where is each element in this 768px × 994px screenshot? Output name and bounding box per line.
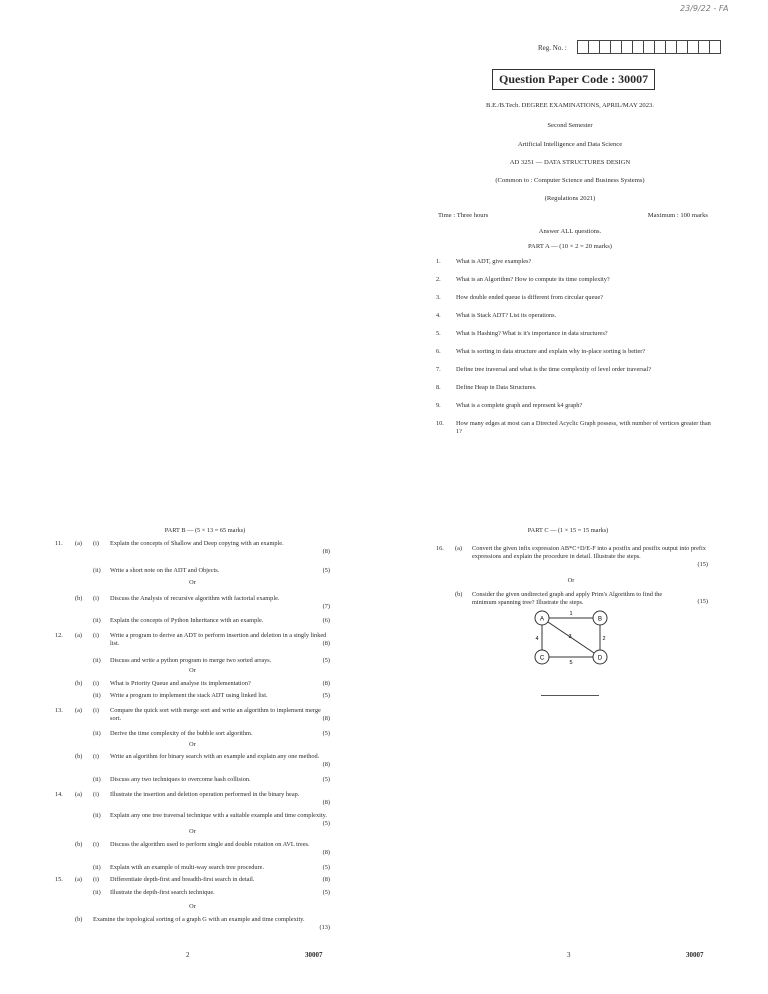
or-divider: Or	[189, 828, 196, 835]
exam-duration: Time : Three hours	[438, 212, 489, 219]
part-label-a: (a)	[455, 545, 462, 552]
question-text: Explain any one tree traversal technique with a suitable example and time complexity.	[110, 812, 327, 819]
question-marks: (5)	[322, 820, 330, 827]
part-label: (b)	[75, 680, 83, 687]
question-item: 7. Define tree traversal and what is the time complexity of level order traversal?	[436, 366, 652, 373]
question-item: 3. How double ended queue is different from circular queue?	[436, 294, 604, 301]
subpart-label: (i)	[93, 791, 99, 798]
subpart-label: (i)	[93, 876, 99, 883]
exam-title: B.E./B.Tech. DEGREE EXAMINATIONS, APRIL/MAY 2023.	[486, 102, 654, 109]
question-number: 11.	[55, 540, 63, 547]
subpart-label: (ii)	[93, 657, 101, 664]
question-marks: (8)	[322, 640, 330, 647]
page-number-3: 3	[567, 951, 571, 959]
question-16b-marks: (15)	[697, 598, 708, 605]
subpart-label: (i)	[93, 680, 99, 687]
question-marks: (8)	[322, 799, 330, 806]
edge-weight-ab: 1	[569, 611, 573, 617]
question-text: What is Priority Queue and analyse its implementation?	[110, 680, 251, 687]
regulations: (Regulations 2021)	[544, 195, 596, 202]
question-text: Derive the time complexity of the bubble sort algorithm.	[110, 730, 253, 737]
question-16a-marks: (15)	[697, 561, 708, 568]
edge-weight-cd: 5	[569, 660, 573, 666]
question-text: Write a program to implement the stack ADT using linked list.	[110, 692, 268, 699]
part-label: (a)	[75, 876, 82, 883]
question-marks: (5)	[322, 692, 330, 699]
subpart-label: (ii)	[93, 730, 101, 737]
question-marks: (5)	[322, 730, 330, 737]
question-text: Discuss any two techniques to overcome hash collision.	[110, 776, 251, 783]
question-text: Discuss the Analysis of recursive algorithm with factorial example.	[110, 595, 280, 602]
or-divider: Or	[567, 577, 575, 584]
question-number: 12.	[55, 632, 63, 639]
instruction: Answer ALL questions.	[538, 228, 602, 235]
question-text: Write an algorithm for binary search with an example and explain any one method.	[110, 753, 320, 760]
paper-code-footer-2: 30007	[305, 951, 323, 959]
question-16a-text: Convert the given infix expression AB*C+D/E-F into a postfix and postfix output into prefix expressions and explain the procedure in detail. Illustrate the steps.	[472, 545, 706, 560]
question-marks: (8)	[322, 876, 330, 883]
question-marks: (5)	[322, 864, 330, 871]
or-divider: Or	[189, 903, 196, 910]
part-label: (a)	[75, 707, 82, 714]
max-marks: Maximum : 100 marks	[647, 212, 708, 219]
part-c-heading: PART C — (1 × 15 = 15 marks)	[527, 527, 609, 534]
question-marks: (8)	[322, 715, 330, 722]
question-marks: (8)	[322, 548, 330, 555]
question-number: 13.	[55, 707, 63, 714]
part-b-heading: PART B — (5 × 13 = 65 marks)	[164, 527, 246, 534]
subpart-label: (ii)	[93, 617, 101, 624]
question-marks: (8)	[322, 849, 330, 856]
question-marks: (5)	[322, 567, 330, 574]
subpart-label: (i)	[93, 753, 99, 760]
reg-no-label: Reg. No. :	[538, 44, 567, 52]
question-marks: (5)	[322, 776, 330, 783]
part-label: (a)	[75, 632, 82, 639]
paper-code-footer-3: 30007	[686, 951, 704, 959]
node-label-c: C	[539, 655, 545, 662]
part-label: (a)	[75, 791, 82, 798]
common-to: (Common to : Computer Science and Business Systems)	[495, 177, 645, 184]
part-label: (b)	[75, 841, 83, 848]
question-item: 5. What is Hashing? What is it's importance in data structures?	[436, 330, 608, 337]
page-number-2: 2	[186, 951, 190, 959]
question-text: Write a short note on the ADT and Objects.	[110, 567, 220, 574]
subpart-label: (i)	[93, 707, 99, 714]
question-text: Discuss the algorithm used to perform single and double rotation on AVL trees.	[110, 841, 310, 848]
or-divider: Or	[189, 579, 196, 586]
subpart-label: (i)	[93, 540, 99, 547]
part-label-b: (b)	[455, 591, 463, 598]
or-divider: Or	[189, 741, 196, 748]
question-number-16: 16.	[436, 545, 444, 552]
subpart-label: (ii)	[93, 776, 101, 783]
subpart-label: (ii)	[93, 692, 101, 699]
undirected-graph-figure	[528, 608, 618, 668]
question-paper-code: Question Paper Code : 30007	[492, 69, 655, 90]
subpart-label: (ii)	[93, 567, 101, 574]
edge-weight-bd: 2	[602, 636, 606, 642]
handwritten-date-note: 23/9/22 - FA	[680, 4, 729, 13]
part-label: (b)	[75, 595, 83, 602]
question-marks: (5)	[322, 657, 330, 664]
question-marks: (8)	[322, 680, 330, 687]
question-text: Illustrate the insertion and deletion operation performed in the binary heap.	[110, 791, 300, 798]
node-label-d: D	[597, 655, 603, 662]
question-item: 1. What is ADT, give examples?	[436, 258, 532, 265]
part-label: (b)	[75, 753, 83, 760]
subpart-label: (i)	[93, 595, 99, 602]
node-label-b: B	[597, 616, 603, 623]
question-text: Explain the concepts of Python Inheritance with an example.	[110, 617, 264, 624]
question-marks: (13)	[319, 924, 330, 931]
part-a-questions	[436, 258, 712, 444]
department: Artificial Intelligence and Data Science	[517, 141, 623, 148]
question-item: 2. What is an Algorithm? How to compute its time complexity?	[436, 276, 610, 283]
question-item: 8. Define Heap in Data Structures.	[436, 384, 537, 391]
question-marks: (7)	[322, 603, 330, 610]
subpart-label: (ii)	[93, 812, 101, 819]
question-text: Compare the quick sort with merge sort and write an algorithm to implement merge sort.	[110, 707, 321, 722]
question-number: 15.	[55, 876, 63, 883]
question-item: 10. How many edges at most can a Directed Acyclic Graph possess, with number of vertices greater than 1?	[436, 420, 711, 435]
question-item: 6. What is sorting in data structure and explain why in-place sorting is better?	[436, 348, 646, 355]
question-text: Explain the concepts of Shallow and Deep copying with an example.	[110, 540, 284, 547]
question-number: 14.	[55, 791, 63, 798]
reg-no-boxes	[577, 40, 721, 54]
subpart-label: (i)	[93, 841, 99, 848]
subpart-label: (ii)	[93, 889, 101, 896]
question-text: Write a program to derive an ADT to perform insertion and deletion in a singly linked list.	[110, 632, 327, 647]
question-marks: (8)	[322, 761, 330, 768]
question-item: 4. What is Stack ADT? List its operations.	[436, 312, 557, 319]
part-label: (a)	[75, 540, 82, 547]
question-marks: (5)	[322, 889, 330, 896]
or-divider: Or	[189, 667, 196, 674]
end-rule	[541, 695, 599, 696]
question-text: Discuss and write a python program to merge two sorted arrays.	[110, 657, 272, 664]
question-text: Illustrate the depth-first search technique.	[110, 889, 215, 896]
semester: Second Semester	[547, 122, 593, 129]
node-label-a: A	[539, 616, 545, 623]
edge-weight-ad: 3	[568, 634, 572, 640]
part-a-heading: PART A — (10 × 2 = 20 marks)	[528, 243, 612, 250]
question-16b-text: Consider the given undirected graph and apply Prim's Algorithm to find the minimum spanning tree? Illustrate the steps.	[472, 591, 663, 606]
subpart-label: (ii)	[93, 864, 101, 871]
question-text: Examine the topological sorting of a graph G with an example and time complexity.	[93, 916, 305, 923]
edge-weight-ac: 4	[535, 636, 539, 642]
question-text: Differentiate depth-first and breadth-first search in detail.	[110, 876, 255, 883]
course-title: AD 3251 — DATA STRUCTURES DESIGN	[509, 159, 631, 166]
part-label: (b)	[75, 916, 83, 923]
question-item: 9. What is a complete graph and represent k4 graph?	[436, 402, 583, 409]
question-text: Explain with an example of multi-way search tree procedure.	[110, 864, 265, 871]
question-marks: (6)	[322, 617, 330, 624]
subpart-label: (i)	[93, 632, 99, 639]
